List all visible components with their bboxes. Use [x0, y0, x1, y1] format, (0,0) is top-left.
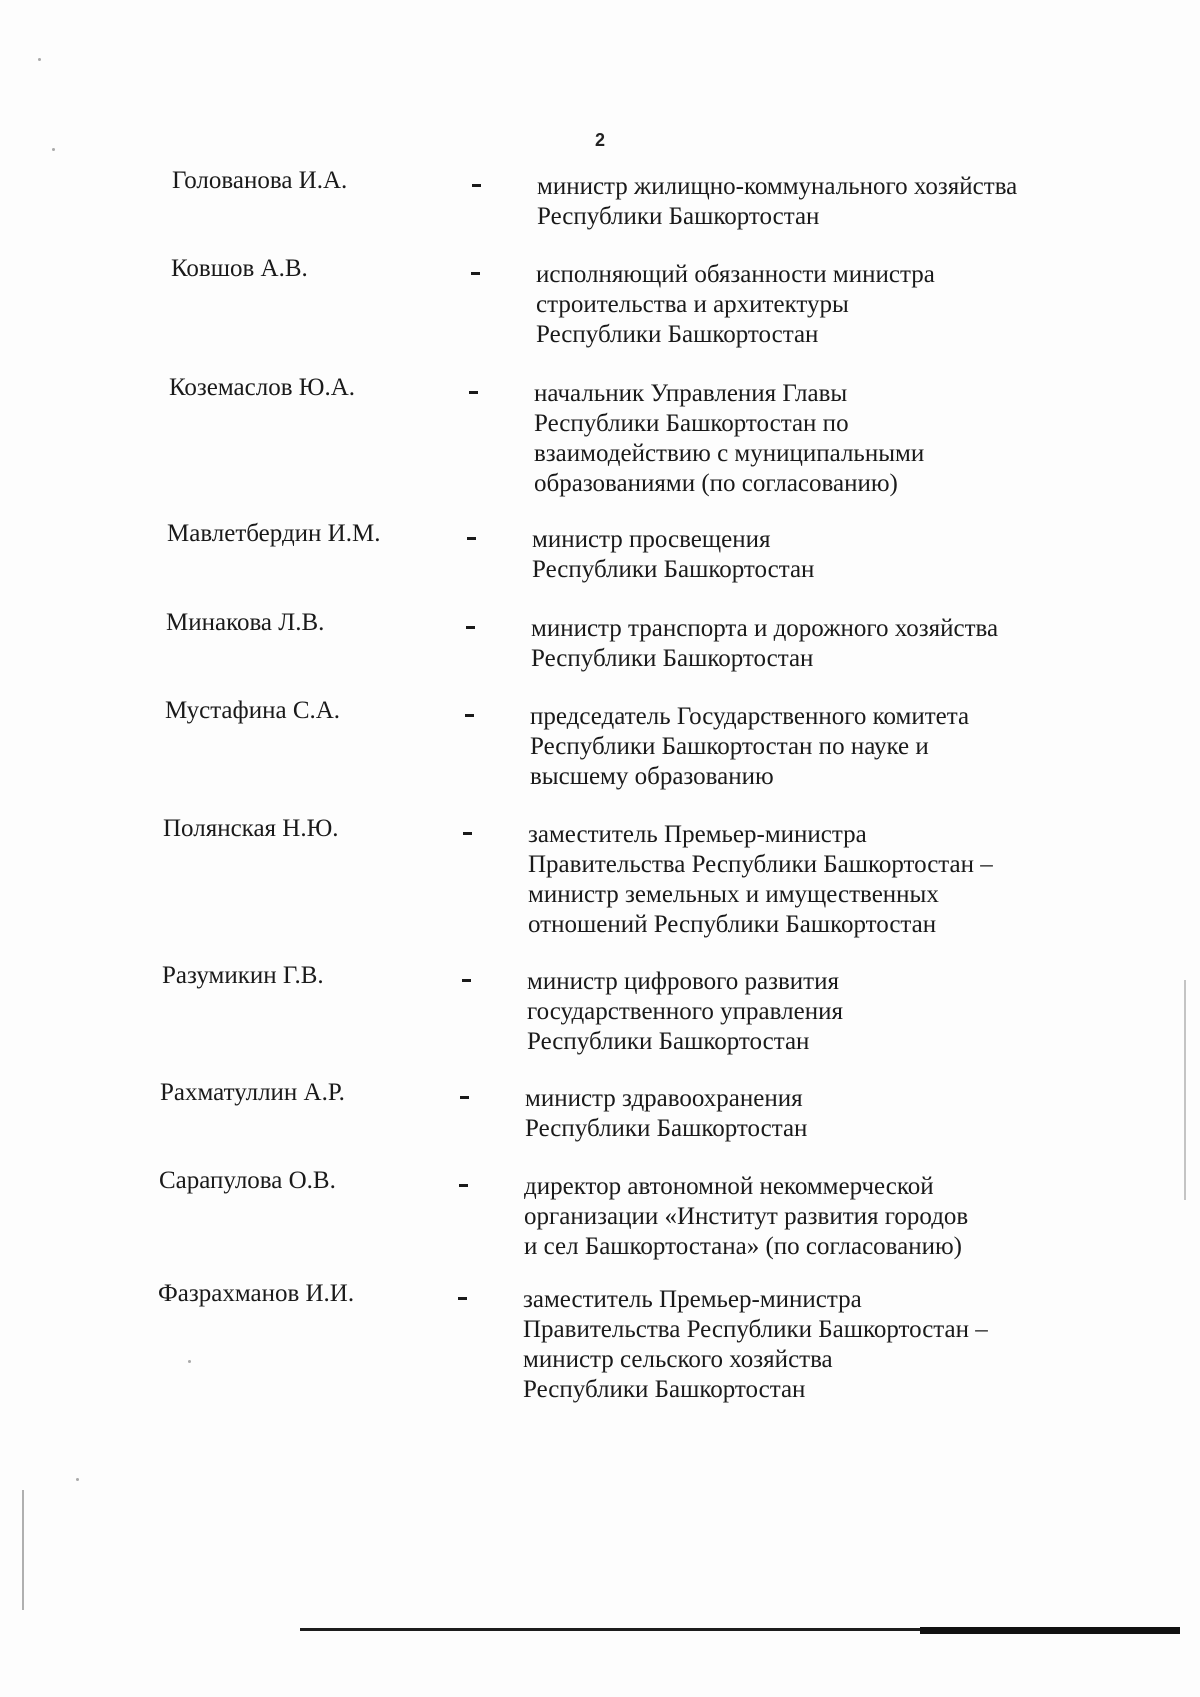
position-line: строительства и архитектуры [536, 291, 849, 318]
member-name: Мустафина С.А. [165, 697, 341, 724]
position-line: министр цифрового развития [527, 968, 839, 995]
member-position [536, 260, 1096, 350]
position-line: Республики Башкортостан по науке и [530, 733, 929, 760]
member-position [532, 525, 1092, 585]
position-line: министр транспорта и дорожного хозяйства [531, 615, 999, 642]
scan-speck [52, 148, 55, 151]
position-line: министр земельных и имущественных [528, 881, 939, 908]
position-line: государственного управления [527, 998, 843, 1025]
member-position [530, 702, 1090, 792]
scan-speck [76, 1478, 79, 1481]
scan-speck [38, 58, 41, 61]
position-line: министр жилищно-коммунального хозяйства [537, 173, 1018, 200]
member-position [523, 1285, 1083, 1405]
position-line: министр здравоохранения [525, 1085, 803, 1112]
member-position [537, 172, 1097, 232]
position-line: министр сельского хозяйства [523, 1346, 833, 1373]
position-line: Республики Башкортостан [536, 321, 819, 348]
position-line: Республики Башкортостан [532, 556, 815, 583]
position-line: заместитель Премьер-министра [528, 821, 867, 848]
member-name: Сарапулова О.В. [159, 1167, 336, 1194]
position-line: заместитель Премьер-министра [523, 1286, 862, 1313]
member-name: Рахматуллин А.Р. [160, 1079, 345, 1106]
member-name: Минакова Л.В. [166, 609, 325, 636]
member-position [528, 820, 1088, 940]
position-line: Республики Башкортостан [527, 1028, 810, 1055]
position-line: начальник Управления Главы [534, 380, 848, 407]
position-line: отношений Республики Башкортостан [528, 911, 937, 938]
position-line: организации «Институт развития городов [524, 1203, 969, 1230]
scan-margin-mark [1184, 980, 1186, 1200]
position-line: министр просвещения [532, 526, 771, 553]
member-position [527, 967, 1087, 1057]
position-line: Правительства Республики Башкортостан – [523, 1316, 988, 1343]
member-name: Ковшов А.В. [171, 255, 308, 282]
member-position [534, 379, 1094, 499]
scan-speck [188, 1360, 191, 1363]
position-line: председатель Государственного комитета [530, 703, 970, 730]
position-line: высшему образованию [530, 763, 774, 790]
scan-margin-mark [22, 1490, 24, 1610]
position-line: директор автономной некоммерческой [524, 1173, 934, 1200]
member-name: Фазрахманов И.И. [158, 1280, 355, 1307]
position-line: Республики Башкортостан [525, 1115, 808, 1142]
member-name: Мавлетбердин И.М. [167, 520, 381, 547]
position-line: Республики Башкортостан [531, 645, 814, 672]
position-line: исполняющий обязанности министра [536, 261, 935, 288]
member-name: Коземаслов Ю.А. [169, 374, 356, 401]
member-position [524, 1172, 1084, 1262]
bottom-rule [300, 1628, 1180, 1631]
position-line: образованиями (по согласованию) [534, 470, 898, 497]
member-position [531, 614, 1091, 674]
position-line: Республики Башкортостан [523, 1376, 806, 1403]
position-line: Республики Башкортостан по [534, 410, 849, 437]
member-position [525, 1084, 1085, 1144]
position-line: и сел Башкортостана» (по согласованию) [524, 1233, 963, 1260]
position-line: взаимодействию с муниципальными [534, 440, 925, 467]
member-name: Полянская Н.Ю. [163, 815, 339, 842]
position-line: Республики Башкортостан [537, 203, 820, 230]
position-line: Правительства Республики Башкортостан – [528, 851, 993, 878]
member-name: Разумикин Г.В. [162, 962, 324, 989]
page-number: 2 [594, 130, 605, 150]
member-name: Голованова И.А. [172, 167, 348, 194]
